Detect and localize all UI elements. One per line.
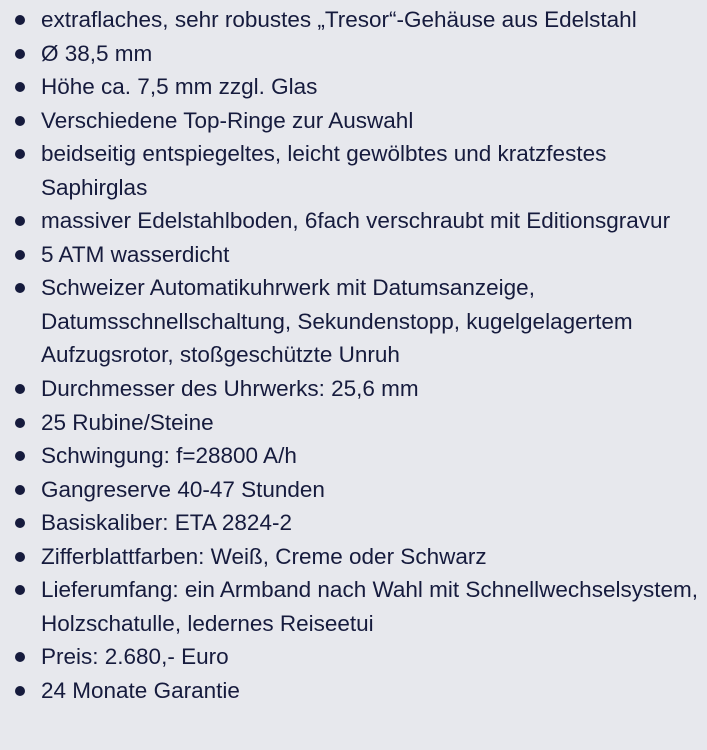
bullet-icon [15, 15, 25, 25]
list-item [0, 37, 707, 71]
list-item-text: Ø 38,5 mm [41, 40, 153, 66]
list-item [0, 439, 707, 473]
list-item-text: 25 Rubine/Steine [41, 409, 214, 435]
list-item [0, 104, 707, 138]
bullet-icon [15, 49, 25, 59]
list-item [0, 540, 707, 574]
list-item [0, 473, 707, 507]
list-item-text: Schwingung: f=28800 A/h [41, 443, 297, 469]
bullet-icon [15, 82, 25, 92]
list-item-text: Zifferblattfarben: Weiß, Creme oder Schwarz [41, 543, 487, 569]
bullet-icon [15, 485, 25, 495]
bullet-icon [15, 418, 25, 428]
list-item-text: Lieferumfang: ein Armband nach Wahl mit Schnellwechselsystem, Holzschatulle, ledernes Reiseetui [41, 577, 698, 636]
list-item-text: Basiskaliber: ETA 2824-2 [41, 510, 292, 536]
list-item [0, 372, 707, 406]
bullet-icon [15, 283, 25, 293]
list-item-text: Schweizer Automatikuhrwerk mit Datumsanzeige, Datumsschnellschaltung, Sekundenstopp, kugelgelagertem Aufzugsrotor, stoßgeschützte Unruh [41, 275, 633, 368]
list-item-text: 24 Monate Garantie [41, 677, 240, 703]
bullet-icon [15, 384, 25, 394]
bullet-icon [15, 518, 25, 528]
list-item-text: beidseitig entspiegeltes, leicht gewölbtes und kratzfestes Saphirglas [41, 141, 607, 200]
list-item [0, 238, 707, 272]
list-item [0, 674, 707, 708]
bullet-icon [15, 250, 25, 260]
bullet-icon [15, 552, 25, 562]
list-item [0, 70, 707, 104]
list-item [0, 137, 707, 204]
list-item-text: Durchmesser des Uhrwerks: 25,6 mm [41, 376, 419, 402]
list-item [0, 271, 707, 372]
bullet-icon [15, 116, 25, 126]
list-item-text: Höhe ca. 7,5 mm zzgl. Glas [41, 74, 318, 100]
list-item [0, 506, 707, 540]
list-item-text: massiver Edelstahlboden, 6fach verschraubt mit Editionsgravur [41, 208, 671, 234]
list-item [0, 3, 707, 37]
list-item-text: 5 ATM wasserdicht [41, 241, 230, 267]
list-item [0, 640, 707, 674]
list-item-text: Gangreserve 40-47 Stunden [41, 476, 325, 502]
bullet-icon [15, 686, 25, 696]
bullet-icon [15, 585, 25, 595]
bullet-icon [15, 451, 25, 461]
list-item-text: Preis: 2.680,- Euro [41, 644, 229, 670]
list-item-text: extraflaches, sehr robustes „Tresor“-Gehäuse aus Edelstahl [41, 7, 637, 32]
bullet-icon [15, 652, 25, 662]
list-item [0, 406, 707, 440]
list-item [0, 204, 707, 238]
list-item [0, 573, 707, 640]
list-item-text: Verschiedene Top-Ringe zur Auswahl [41, 107, 414, 133]
bullet-icon [15, 216, 25, 226]
bullet-icon [15, 149, 25, 159]
